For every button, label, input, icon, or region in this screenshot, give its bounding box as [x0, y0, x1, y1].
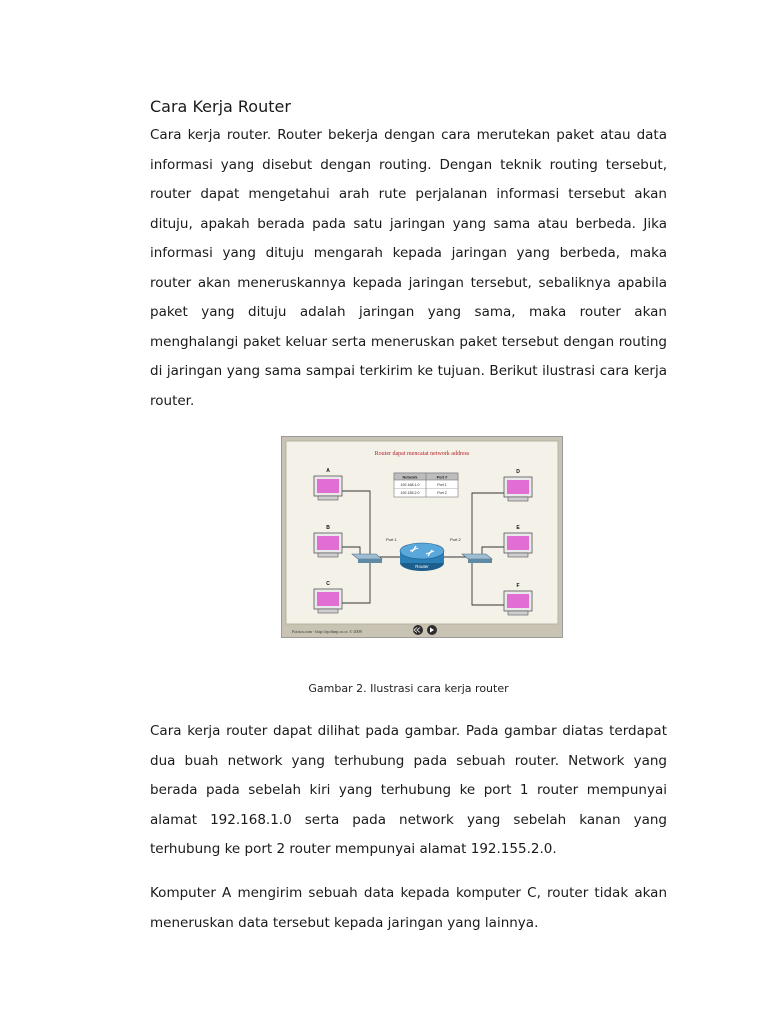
computer-label: A — [326, 468, 330, 474]
table-header-network: Network — [402, 475, 418, 480]
paragraph-explanation: Cara kerja router dapat dilihat pada gambar. Pada gambar diatas terdapat dua buah network yang terhubung pada sebuah router. Network yang berada pada sebelah kiri yang terhubung ke port 1 router mempunyai alamat 192.168.1.0 serta pada network yang sebelah kanan yang terhubung ke port 2 router mempunyai alamat 192.155.2.0. — [150, 723, 667, 857]
computer-label: B — [326, 525, 330, 531]
table-cell: 192.155.2.0 — [400, 491, 420, 495]
figure-caption: Gambar 2. Ilustrasi cara kerja router — [308, 682, 509, 695]
router-label: Router — [415, 564, 429, 569]
port-1-label: Port 1 — [386, 537, 397, 542]
router-icon — [400, 543, 444, 571]
port-2-label: Port 2 — [450, 537, 461, 542]
router-illustration — [281, 436, 563, 638]
diagram-footer: Fotiwa.com - http://ajofimp.co.cc © 2009 — [292, 629, 362, 634]
router-diagram — [282, 437, 562, 637]
computer-label: C — [326, 581, 330, 587]
paragraph-intro: Cara kerja router. Router bekerja dengan cara merutekan paket atau data informasi yang disebut dengan routing. Dengan teknik routing tersebut, router dapat mengetahui arah rute perjalanan informasi tersebut akan dituju, apakah berada pada satu jaringan yang sama atau berbeda. Jika informasi yang dituju mengarah kepada jaringan yang berbeda, maka router akan meneruskannya kepada jaringan tersebut, sebaliknya apabila paket yang dituju adalah jaringan yang sama, maka router akan menghalangi paket keluar serta meneruskan paket tersebut dengan routing di jaringan yang sama sampai terkirim ke tujuan. Berikut ilustrasi cara kerja router. — [150, 127, 667, 409]
computer-label: D — [516, 469, 520, 475]
computer-label: F — [516, 583, 520, 589]
section-title: Cara Kerja Router — [150, 97, 291, 116]
table-cell: Port 1 — [437, 483, 447, 487]
table-header-port: Port # — [436, 475, 448, 480]
playback-controls — [413, 625, 437, 635]
table-cell: 192.168.1.0 — [400, 483, 420, 487]
computer-label: E — [516, 525, 520, 531]
paragraph-example: Komputer A mengirim sebuah data kepada komputer C, router tidak akan meneruskan data tersebut kepada jaringan yang lainnya. — [150, 885, 667, 931]
table-cell: Port 2 — [437, 491, 447, 495]
routing-table — [394, 473, 458, 497]
diagram-heading: Router dapat mencatat network address — [374, 451, 470, 457]
